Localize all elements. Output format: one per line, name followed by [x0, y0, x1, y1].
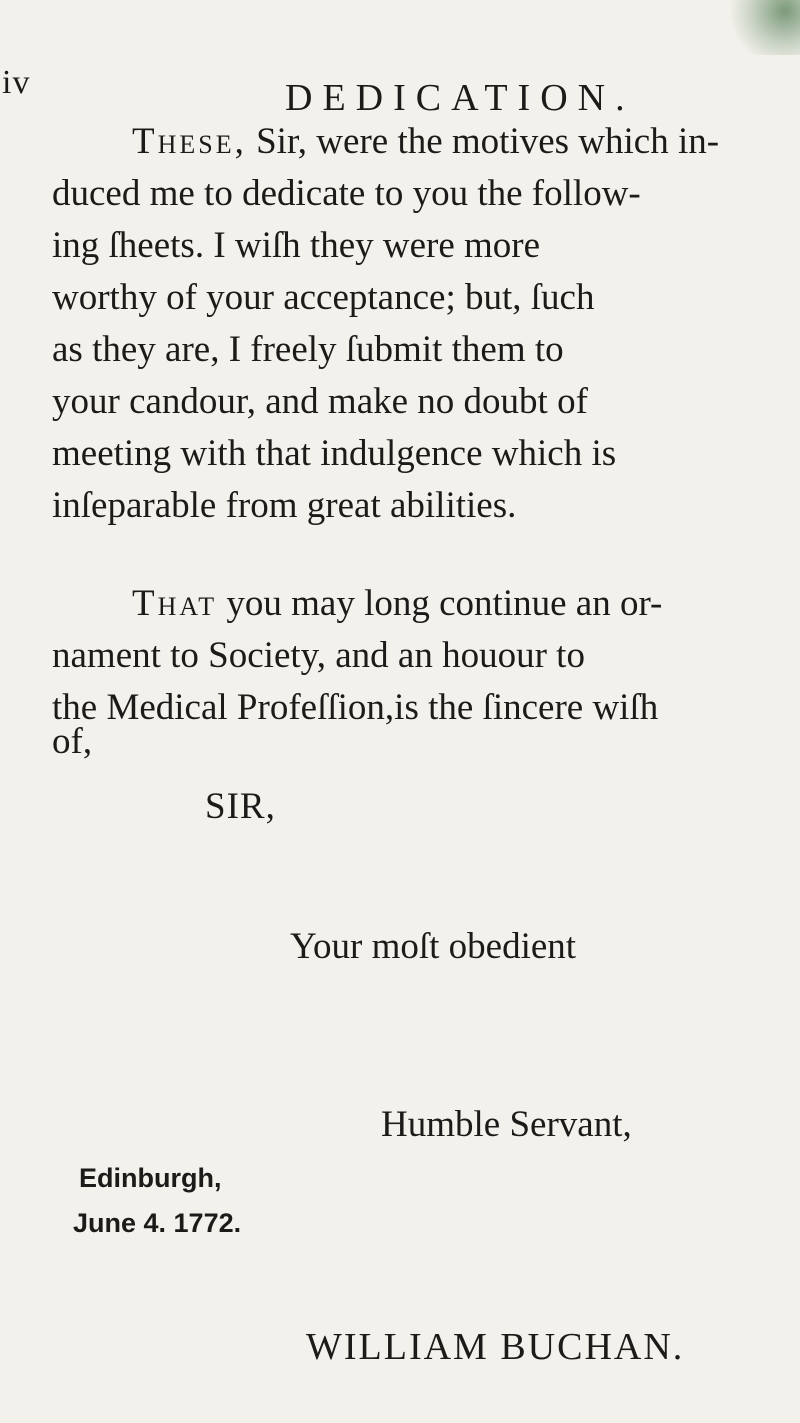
paragraph-line: as they are, I freely ſubmit them to [52, 329, 564, 370]
paragraph-line: inſeparable from great abilities. [52, 485, 517, 526]
page-number: iv [2, 64, 31, 101]
paragraph-line: the Medical Profeſſion,is the ſincere wiſh [52, 687, 659, 728]
paragraph-lead: That [132, 583, 218, 624]
servant-line: Humble Servant, [381, 1104, 632, 1145]
place: Edinburgh, [79, 1163, 222, 1193]
paragraph-line: worthy of your acceptance; but, ſuch [52, 277, 595, 318]
closing-line: Your moſt obedient [290, 926, 577, 967]
paragraph-line: your candour, and make no doubt of [52, 381, 588, 422]
paragraph-1 [52, 120, 774, 580]
salutation: SIR, [205, 786, 276, 827]
paragraph-line-text: Sir, were the motives which in- [256, 121, 720, 162]
paragraph-line [132, 120, 719, 163]
signature: WILLIAM BUCHAN. [306, 1326, 685, 1368]
paragraph-line: meeting with that indulgence which is [52, 433, 617, 474]
paragraph-2 [52, 582, 774, 782]
paragraph-line: nament to Society, and an houour to [52, 635, 585, 676]
paragraph-line: duced me to dedicate to you the follow- [52, 173, 641, 214]
paragraph-lead: These, [132, 121, 247, 162]
paper-stain [725, 0, 800, 55]
paragraph-line: ing ſheets. I wiſh they were more [52, 225, 541, 266]
paragraph-line: of, [52, 721, 93, 762]
date: June 4. 1772. [73, 1208, 242, 1238]
paragraph-line-text: you may long continue an or- [226, 583, 663, 624]
page-heading: DEDICATION. [285, 77, 635, 119]
paragraph-line [132, 582, 662, 625]
